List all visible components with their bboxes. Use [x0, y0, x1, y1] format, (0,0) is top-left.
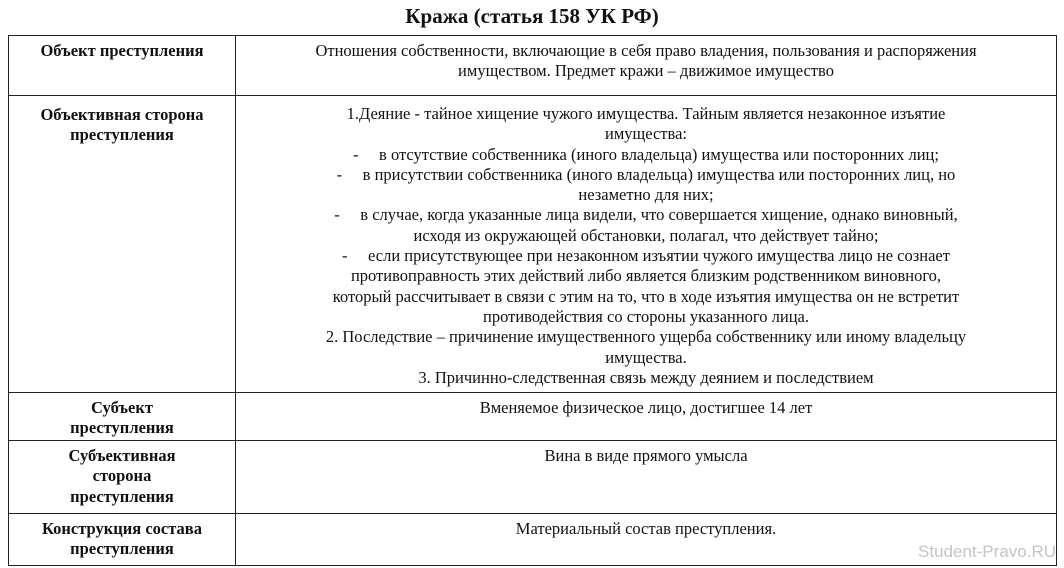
bullet-dash: - [334, 205, 340, 225]
label-line: преступления [70, 418, 174, 438]
label-line: преступления [70, 486, 174, 506]
table-row-objective-side [9, 96, 1057, 393]
content-line: 3. Причинно-следственная связь между деянием и последствием [418, 367, 874, 387]
row-label [9, 441, 236, 514]
bullet-line [240, 145, 1052, 165]
row-content [236, 441, 1057, 514]
table-row-subject [9, 393, 1057, 441]
label-line: преступления [70, 539, 174, 559]
content-line: Вменяемое физическое лицо, достигшее 14 лет [479, 398, 813, 417]
bullet-line [240, 205, 1052, 225]
label-line: Конструкция состава [42, 519, 202, 538]
watermark: Student-Pravo.RU [918, 542, 1056, 561]
content-line: противоправность этих действий либо является близким родственником виновного, [350, 266, 942, 286]
bullet-dash: - [342, 246, 348, 266]
label-line: сторона [92, 466, 152, 486]
row-label [9, 36, 236, 96]
content-line: имущества: [605, 124, 687, 144]
content-line: Вина в виде прямого умысла [544, 446, 748, 465]
label-line: Объект преступления [40, 41, 204, 60]
bullet-text: в случае, когда указанные лица видели, что совершается хищение, однако виновный, [360, 205, 958, 225]
table-row-object [9, 36, 1057, 96]
table-row-subjective-side [9, 441, 1057, 514]
content-line: Отношения собственности, включающие в себя право владения, пользования и распоряжения [315, 41, 977, 60]
bullet-dash: - [336, 164, 343, 184]
bullet-dash: - [353, 144, 359, 164]
label-line: Субъективная [68, 446, 176, 465]
content-line: который рассчитывает в связи с этим на то, что в ходе изъятия имущества он не встретит [332, 286, 960, 306]
bullet-line [240, 246, 1052, 266]
content-line: исходя из окружающей обстановки, полагал, что действует тайно; [413, 225, 879, 245]
bullet-line [240, 165, 1052, 185]
label-line: Объективная сторона [40, 105, 204, 124]
label-line: Субъект [91, 398, 153, 417]
bullet-text: в присутствии собственника (иного владельца) имущества или посторонних лиц, но [362, 164, 956, 184]
document-title: Кража (статья 158 УК РФ) [405, 4, 659, 28]
bullet-text: если присутствующее при незаконном изъятии чужого имущества лицо не сознает [368, 246, 950, 266]
bullet-text: в отсутствие собственника (иного владельца) имущества или посторонних лиц; [379, 144, 939, 164]
row-label [9, 514, 236, 566]
label-line: преступления [70, 125, 174, 145]
table-row-construction [9, 514, 1057, 566]
row-content [236, 36, 1057, 96]
row-content [236, 96, 1057, 393]
content-line: имущества. [605, 347, 687, 367]
content-line: Материальный состав преступления. [515, 519, 777, 538]
content-line: имуществом. Предмет кражи – движимое имущество [458, 61, 834, 81]
content-line: незаметно для них; [578, 185, 714, 205]
row-label [9, 393, 236, 441]
content-line: противодействия со стороны указанного лица. [483, 306, 809, 326]
row-content [236, 393, 1057, 441]
row-label [9, 96, 236, 393]
crime-elements-table [8, 35, 1057, 566]
content-line: 1.Деяние - тайное хищение чужого имущества. Тайным является незаконное изъятие [346, 104, 946, 123]
content-line: 2. Последствие – причинение имущественного ущерба собственнику или иному владельцу [325, 327, 967, 347]
